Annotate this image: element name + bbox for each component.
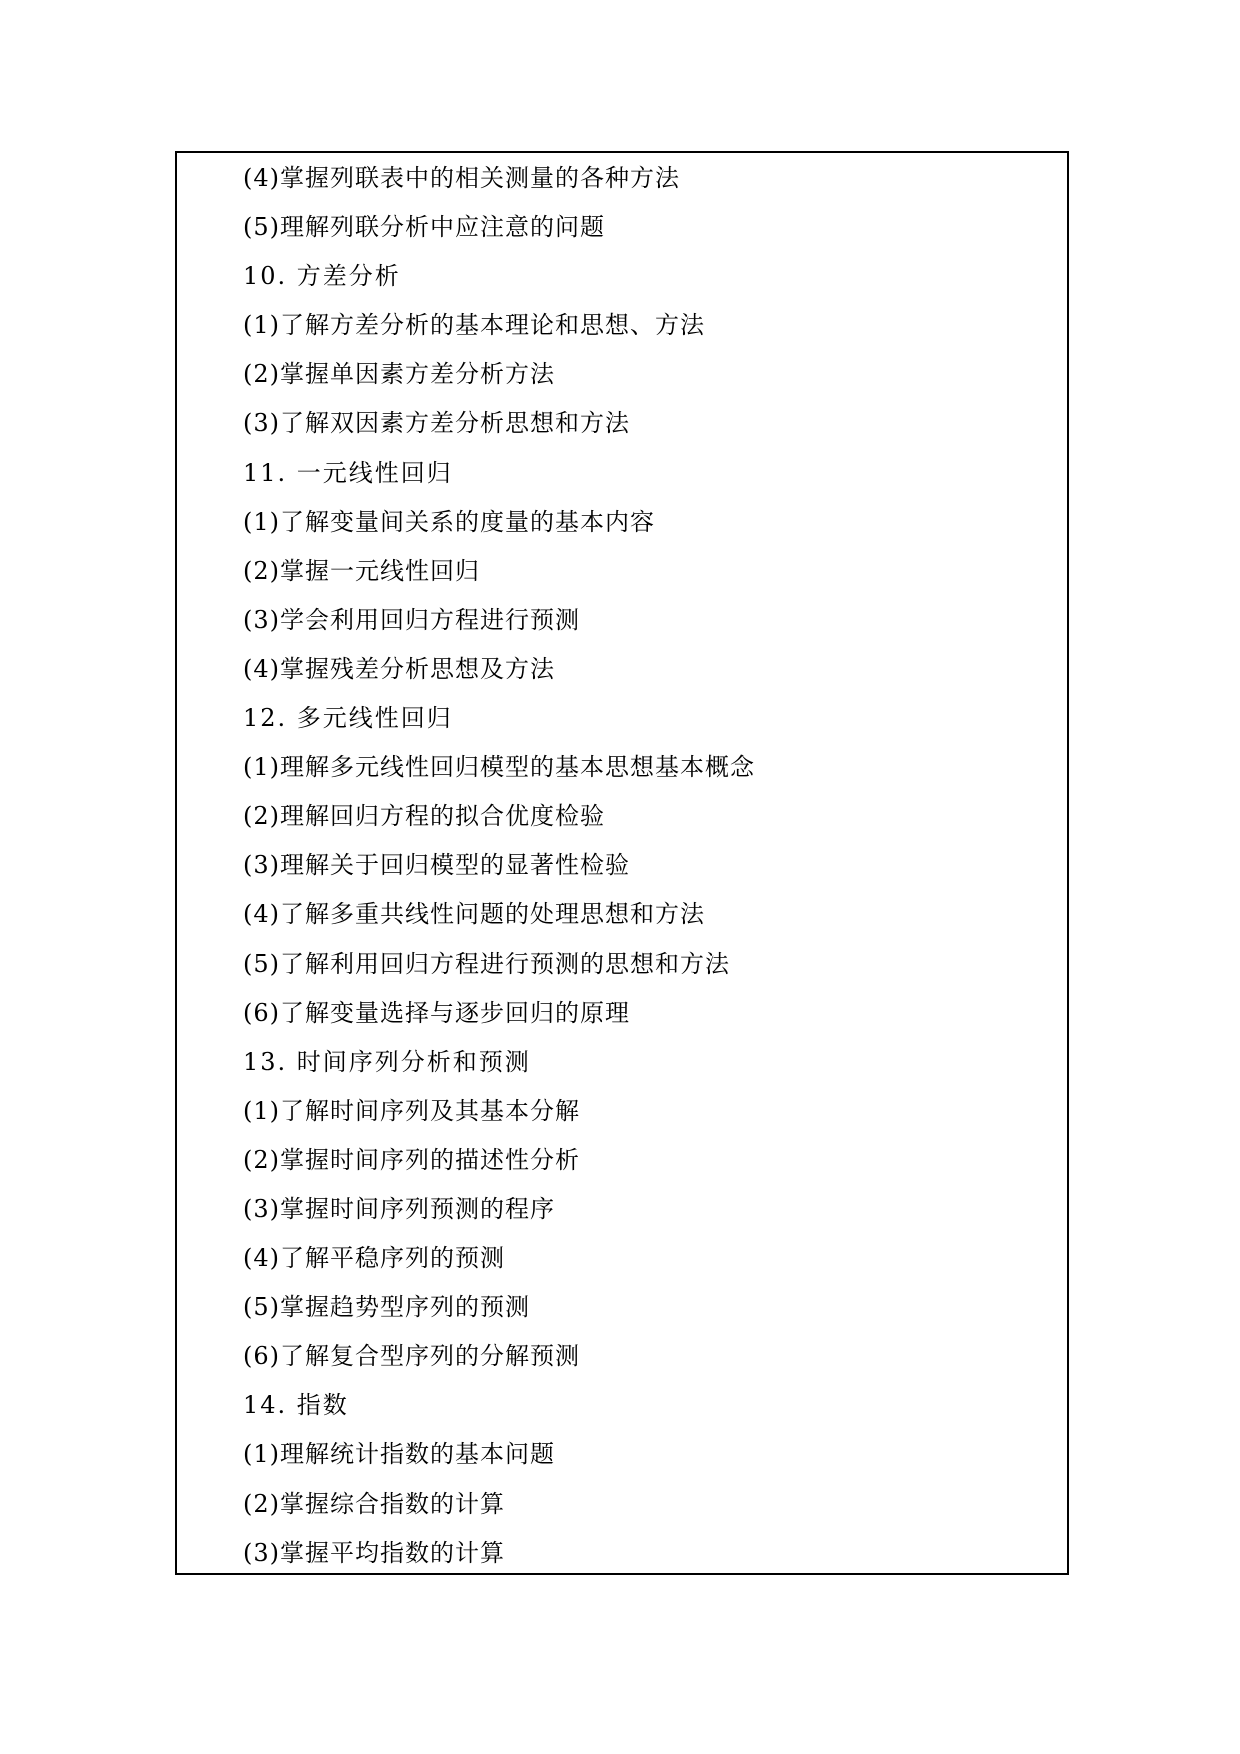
list-item: (2)掌握一元线性回归 bbox=[243, 556, 480, 585]
list-item: (2)掌握单因素方差分析方法 bbox=[243, 360, 555, 389]
list-item: (3)掌握平均指数的计算 bbox=[243, 1538, 505, 1567]
list-item: (2)理解回归方程的拟合优度检验 bbox=[243, 802, 605, 831]
list-item: (3)理解关于回归模型的显著性检验 bbox=[243, 851, 630, 880]
section-heading: 10. 方差分析 bbox=[243, 262, 401, 291]
list-item: (3)了解双因素方差分析思想和方法 bbox=[243, 409, 630, 438]
list-item: (4)掌握列联表中的相关测量的各种方法 bbox=[243, 164, 680, 192]
syllabus-content bbox=[243, 154, 1043, 1578]
list-item: (5)了解利用回归方程进行预测的思想和方法 bbox=[243, 949, 730, 978]
list-item: (2)掌握时间序列的描述性分析 bbox=[243, 1145, 580, 1174]
list-item: (1)了解时间序列及其基本分解 bbox=[243, 1096, 580, 1125]
section-heading: 12. 多元线性回归 bbox=[243, 704, 453, 733]
list-item: (3)学会利用回归方程进行预测 bbox=[243, 605, 580, 634]
section-heading: 13. 时间序列分析和预测 bbox=[243, 1047, 531, 1076]
section-heading: 14. 指数 bbox=[243, 1391, 349, 1420]
list-item: (1)理解多元线性回归模型的基本思想基本概念 bbox=[243, 753, 755, 782]
list-item: (4)了解多重共线性问题的处理思想和方法 bbox=[243, 900, 705, 929]
list-item: (1)了解方差分析的基本理论和思想、方法 bbox=[243, 311, 705, 340]
list-item: (6)了解变量选择与逐步回归的原理 bbox=[243, 998, 630, 1027]
list-item: (2)掌握综合指数的计算 bbox=[243, 1489, 505, 1518]
list-item: (1)理解统计指数的基本问题 bbox=[243, 1440, 555, 1469]
list-item: (5)掌握趋势型序列的预测 bbox=[243, 1293, 530, 1322]
list-item: (6)了解复合型序列的分解预测 bbox=[243, 1342, 580, 1371]
list-item: (3)掌握时间序列预测的程序 bbox=[243, 1194, 555, 1223]
list-item: (1)了解变量间关系的度量的基本内容 bbox=[243, 507, 655, 536]
list-item: (4)了解平稳序列的预测 bbox=[243, 1244, 505, 1273]
list-item: (5)理解列联分析中应注意的问题 bbox=[243, 213, 605, 242]
list-item: (4)掌握残差分析思想及方法 bbox=[243, 654, 555, 683]
section-heading: 11. 一元线性回归 bbox=[243, 458, 453, 487]
